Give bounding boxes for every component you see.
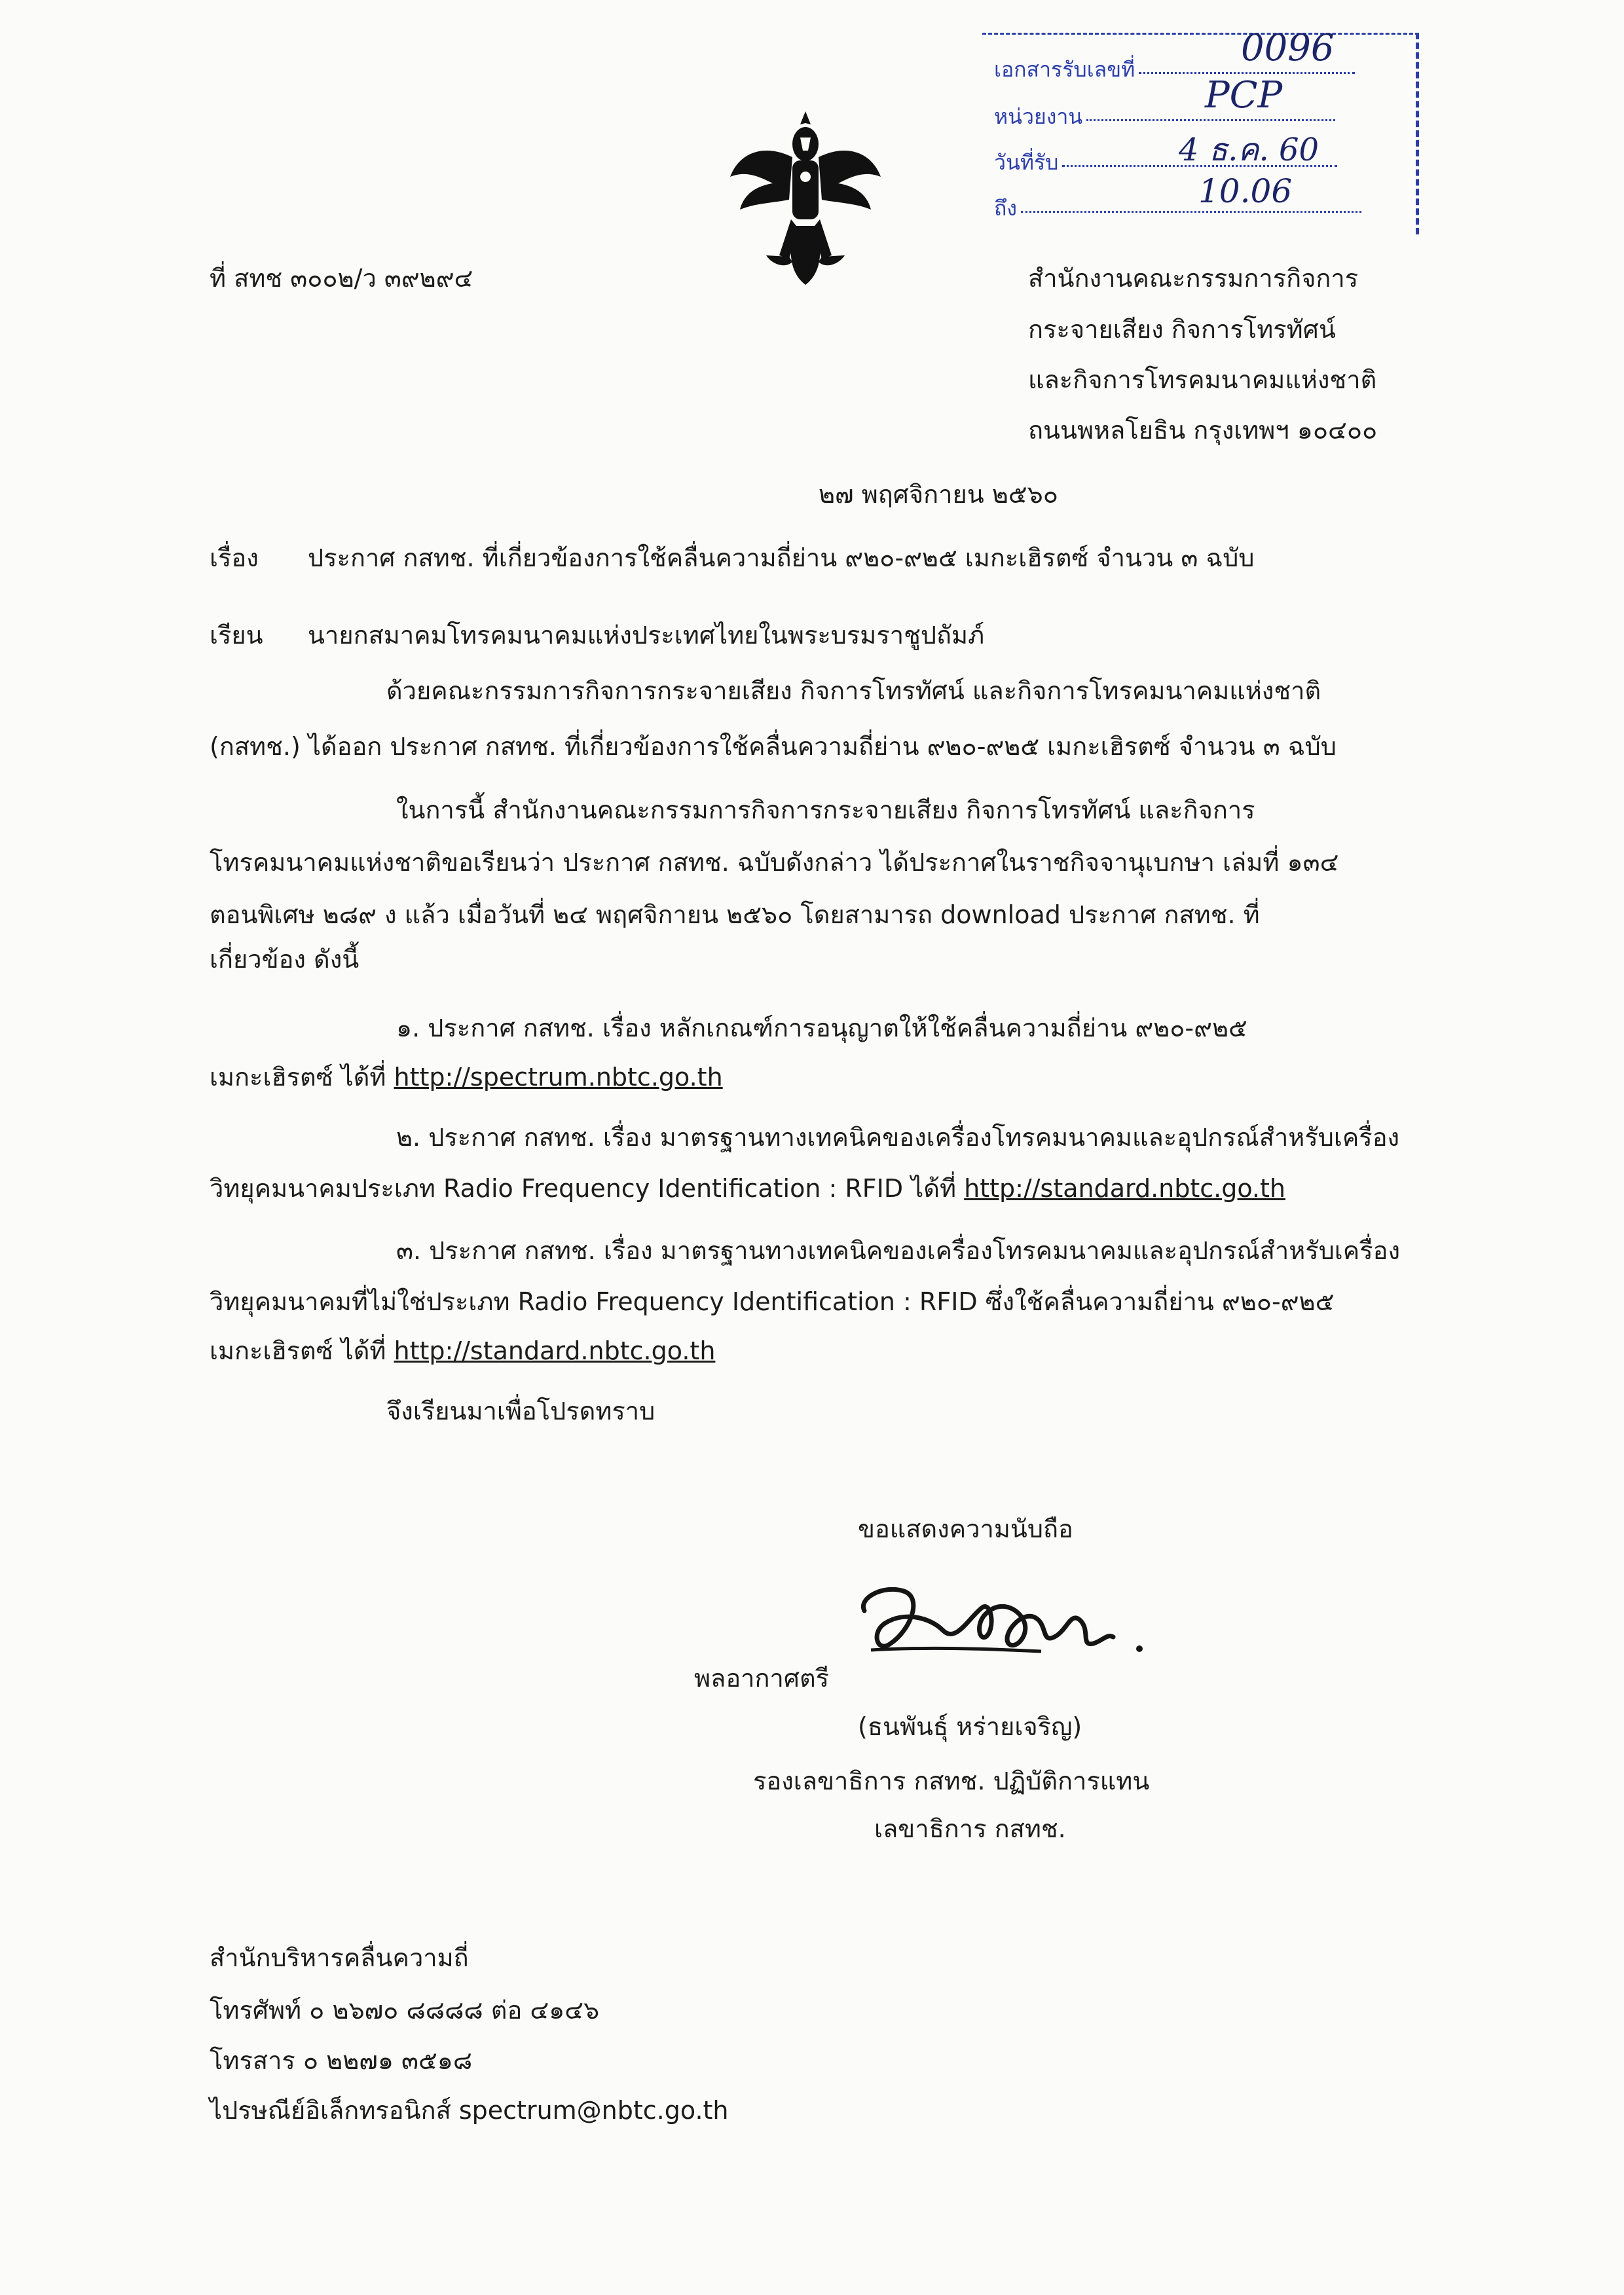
subject-text: ประกาศ กสทช. ที่เกี่ยวข้องการใช้คลื่นความถี่ย่าน ๙๒๐-๙๒๕ เมกะเฮิรตซ์ จำนวน ๓ ฉบับ — [308, 543, 1255, 572]
sender-address-line-4: ถนนพหลโยธิน กรุงเทพฯ ๑๐๔๐๐ — [1028, 416, 1378, 445]
spectrum-link[interactable]: http://spectrum.nbtc.go.th — [394, 1063, 723, 1092]
garuda-emblem — [727, 105, 884, 288]
sender-address-line-1: สำนักงานคณะกรรมการกิจการ — [1028, 264, 1359, 293]
sender-address-line-2: กระจายเสียง กิจการโทรทัศน์ — [1028, 315, 1336, 344]
subject-label: เรื่อง — [210, 543, 259, 572]
addressee-text: นายกสมาคมโทรคมนาคมแห่งประเทศไทยในพระบรมราชูปถัมภ์ — [308, 621, 985, 650]
signer-name: (ธนพันธุ์ หร่ายเจริญ) — [858, 1712, 1082, 1741]
item-3-line-1: ๓. ประกาศ กสทช. เรื่อง มาตรฐานทางเทคนิคของเครื่องโทรคมนาคมและอุปกรณ์สำหรับเครื่อง — [396, 1236, 1401, 1265]
paragraph-1-line-1: ด้วยคณะกรรมการกิจการกระจายเสียง กิจการโทรทัศน์ และกิจการโทรคมนาคมแห่งชาติ — [386, 676, 1321, 705]
stamp-to-row — [994, 192, 1361, 225]
paragraph-2-line-4: เกี่ยวข้อง ดังนี้ — [210, 945, 360, 974]
item-2-line-2 — [210, 1172, 1285, 1205]
stamp-to-label: ถึง — [994, 196, 1017, 221]
item-1-line-1: ๑. ประกาศ กสทช. เรื่อง หลักเกณฑ์การอนุญาตให้ใช้คลื่นความถี่ย่าน ๙๒๐-๙๒๕ — [396, 1014, 1247, 1042]
item-3-prefix: เมกะเฮิรตซ์ ได้ที่ — [210, 1336, 394, 1365]
addressee-label: เรียน — [210, 621, 263, 650]
paragraph-1-line-2: (กสทช.) ได้ออก ประกาศ กสทช. ที่เกี่ยวข้องการใช้คลื่นความถี่ย่าน ๙๒๐-๙๒๕ เมกะเฮิรตซ์ จำนวน ๓ ฉบับ — [210, 732, 1337, 761]
signature-image — [845, 1571, 1159, 1683]
stamp-unit-value: PCP — [1205, 74, 1283, 117]
footer-email: ไปรษณีย์อิเล็กทรอนิกส์ spectrum@nbtc.go.th — [210, 2096, 729, 2125]
item-3-line-2: วิทยุคมนาคมที่ไม่ใช่ประเภท Radio Frequency Identification : RFID ซึ่งใช้คลื่นความถี่ย่าน ๙๒๐-๙๒๕ — [210, 1287, 1335, 1316]
stamp-unit-label: หน่วยงาน — [994, 104, 1083, 129]
letter-date: ๒๗ พฤศจิกายน ๒๕๖๐ — [819, 480, 1058, 509]
stamp-doc-no-value: 0096 — [1241, 27, 1335, 69]
closing-request: จึงเรียนมาเพื่อโปรดทราบ — [386, 1397, 655, 1425]
paragraph-2-line-2: โทรคมนาคมแห่งชาติขอเรียนว่า ประกาศ กสทช. ฉบับดังกล่าว ได้ประกาศในราชกิจจานุเบกษา เล่มที่ ๑๓๔ — [210, 848, 1339, 877]
standard-link-1[interactable]: http://standard.nbtc.go.th — [964, 1174, 1285, 1203]
signer-title-1: รองเลขาธิการ กสทช. ปฏิบัติการแทน — [753, 1767, 1150, 1795]
item-2-line-1: ๒. ประกาศ กสทช. เรื่อง มาตรฐานทางเทคนิคของเครื่องโทรคมนาคมและอุปกรณ์สำหรับเครื่อง — [396, 1123, 1400, 1152]
signer-title-2: เลขาธิการ กสทช. — [874, 1814, 1066, 1843]
stamp-date-value: 4 ธ.ค. 60 — [1179, 132, 1320, 168]
footer-fax: โทรสาร ๐ ๒๒๗๑ ๓๕๑๘ — [210, 2046, 473, 2075]
reference-number: ที่ สทช ๓๐๐๒/ว ๓๙๒๙๔ — [210, 264, 473, 293]
receipt-stamp — [982, 27, 1419, 234]
footer-phone: โทรศัพท์ ๐ ๒๖๗๐ ๘๘๘๘ ต่อ ๔๑๔๖ — [210, 1996, 600, 2025]
complimentary-close: ขอแสดงความนับถือ — [858, 1515, 1073, 1543]
paragraph-2-line-1: ในการนี้ สำนักงานคณะกรรมการกิจการกระจายเสียง กิจการโทรทัศน์ และกิจการ — [396, 796, 1255, 824]
stamp-to-value: 10.06 — [1198, 172, 1293, 210]
footer-office: สำนักบริหารคลื่นความถี่ — [210, 1943, 469, 1972]
stamp-date-label: วันที่รับ — [994, 150, 1059, 175]
item-2-prefix: วิทยุคมนาคมประเภท Radio Frequency Identification : RFID ได้ที่ — [210, 1174, 965, 1203]
item-1-prefix: เมกะเฮิรตซ์ ได้ที่ — [210, 1063, 394, 1092]
paragraph-2-line-3: ตอนพิเศษ ๒๘๙ ง แล้ว เมื่อวันที่ ๒๔ พฤศจิกายน ๒๕๖๐ โดยสามารถ download ประกาศ กสทช. ที่ — [210, 900, 1260, 929]
item-1-line-2 — [210, 1061, 723, 1093]
sender-address-line-3: และกิจการโทรคมนาคมแห่งชาติ — [1028, 365, 1377, 394]
standard-link-2[interactable]: http://standard.nbtc.go.th — [394, 1336, 716, 1365]
item-3-line-3 — [210, 1334, 715, 1367]
signer-rank: พลอากาศตรี — [694, 1664, 830, 1693]
stamp-doc-no-label: เอกสารรับเลขที่ — [994, 57, 1135, 82]
